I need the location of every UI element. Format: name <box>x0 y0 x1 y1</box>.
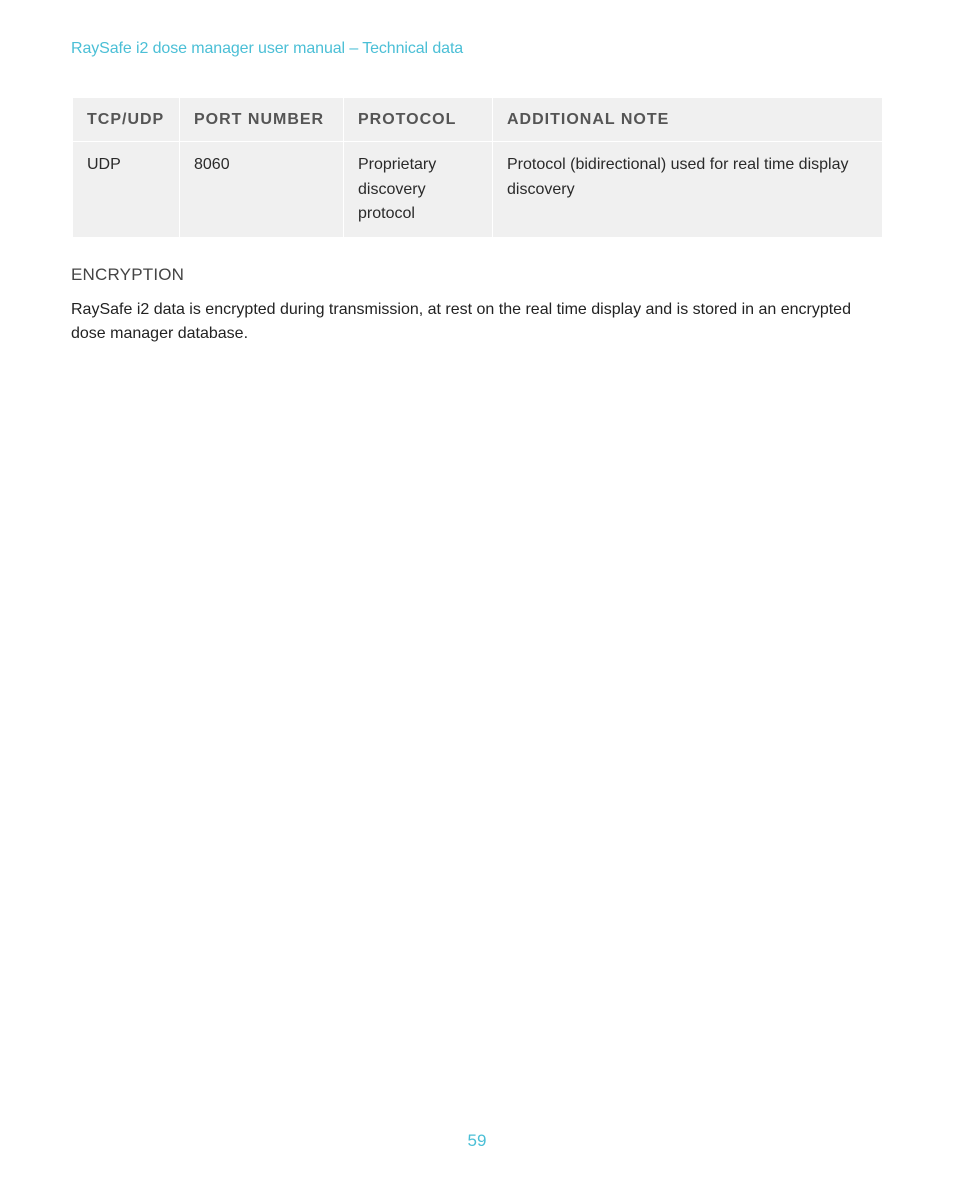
column-header-port-number: PORT NUMBER <box>180 98 344 142</box>
column-header-tcp-udp: TCP/UDP <box>73 98 180 142</box>
cell-tcp-udp: UDP <box>73 142 180 238</box>
table-row <box>73 142 883 238</box>
page-number: 59 <box>467 1131 487 1150</box>
cell-protocol: Proprietary discovery protocol <box>344 142 493 238</box>
running-header: RaySafe i2 dose manager user manual – Technical data <box>71 40 464 57</box>
ports-table <box>72 97 883 238</box>
cell-port-number: 8060 <box>180 142 344 238</box>
column-header-protocol: PROTOCOL <box>344 98 493 142</box>
table-header-row <box>73 98 883 142</box>
column-header-additional-note: ADDITIONAL NOTE <box>493 98 883 142</box>
encryption-paragraph: RaySafe i2 data is encrypted during transmission, at rest on the real time display and is stored in an encrypted dose manager database. <box>71 301 851 342</box>
cell-additional-note: Protocol (bidirectional) used for real time display discovery <box>493 142 883 238</box>
encryption-heading: ENCRYPTION <box>71 265 185 284</box>
